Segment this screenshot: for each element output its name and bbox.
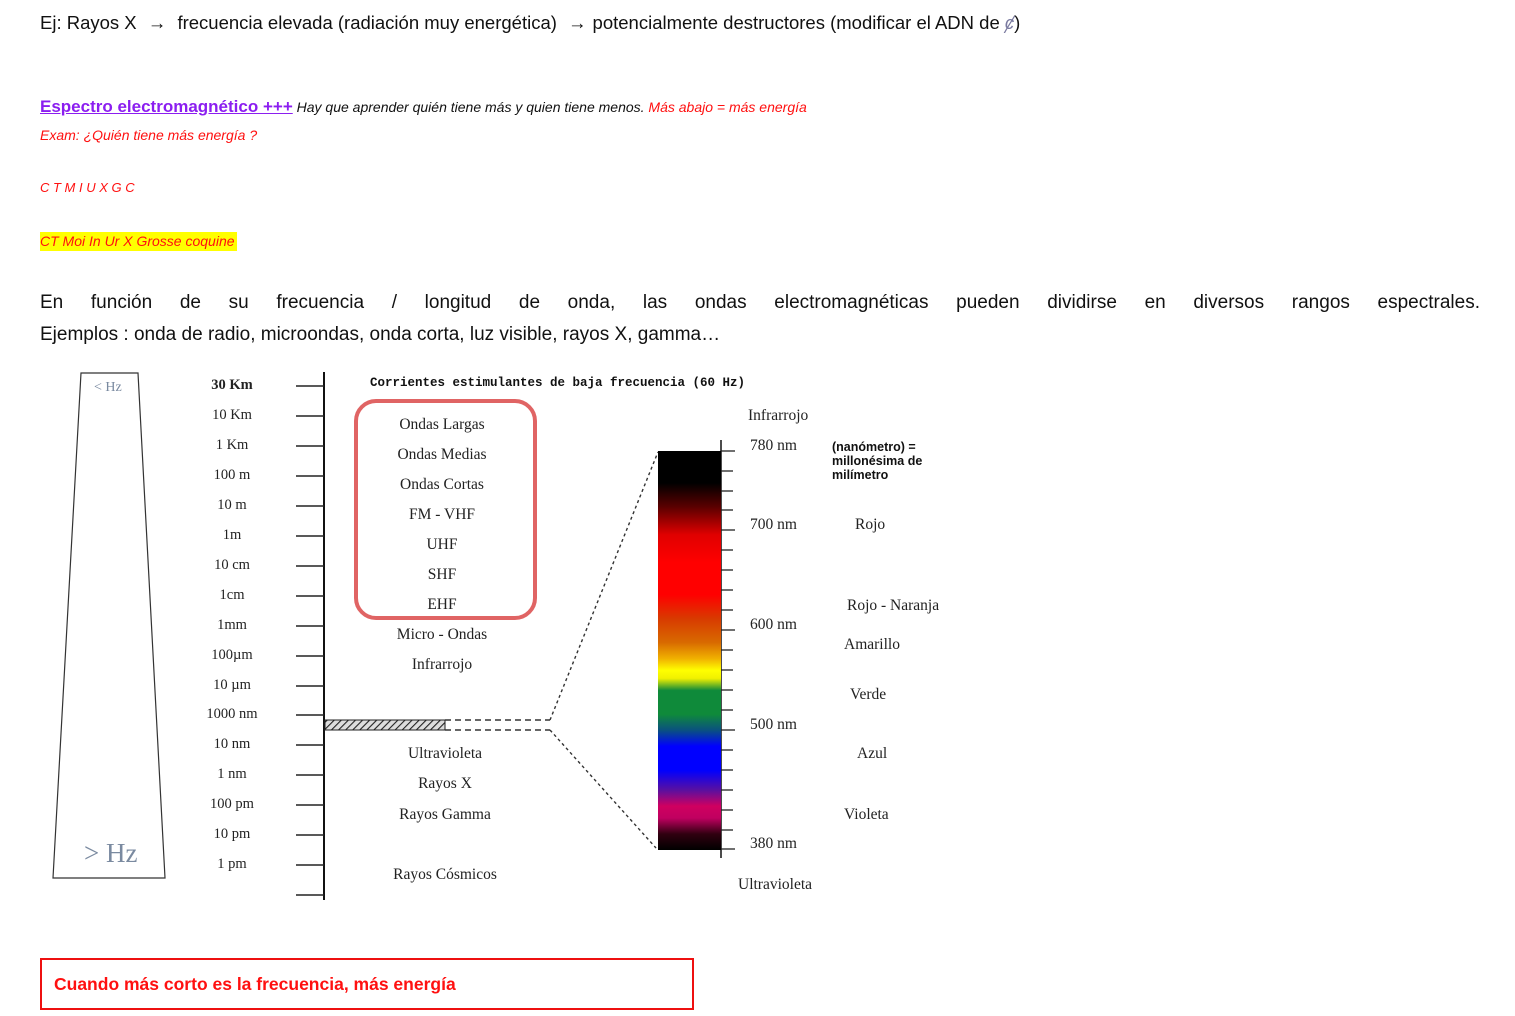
freq-high-label: > Hz xyxy=(84,838,138,868)
color-label: Rojo xyxy=(855,516,886,533)
color-label: Azul xyxy=(857,745,888,762)
nm-label: 380 nm xyxy=(750,835,797,852)
scale-label: 1 Km xyxy=(215,437,249,453)
heading-note: Hay que aprender quién tiene más y quien tiene menos. xyxy=(296,99,645,115)
arrow-icon: → xyxy=(568,12,587,33)
scale-label: 10 µm xyxy=(213,677,251,693)
scale-label: 10 Km xyxy=(212,407,252,423)
conclusion-text: Cuando más corto es la frecuencia, más energía xyxy=(54,974,456,994)
band-label: Ondas Cortas xyxy=(400,476,484,493)
visible-bottom-label: Ultravioleta xyxy=(738,876,813,893)
scale-label: 1m xyxy=(222,527,242,543)
nm-note-line: (nanómetro) = xyxy=(832,440,916,454)
color-label: Rojo - Naranja xyxy=(847,597,940,614)
scale-label: 1cm xyxy=(219,587,245,603)
visible-spectrum-bar xyxy=(658,451,721,850)
band-label: Ondas Medias xyxy=(397,446,487,463)
scale-label: 10 nm xyxy=(213,736,251,752)
acronym: C T M I U X G C xyxy=(40,180,135,195)
color-label: Amarillo xyxy=(844,636,900,653)
conclusion-box xyxy=(40,958,694,1010)
scale-label: 1000 nm xyxy=(206,706,258,722)
scale-label: 10 m xyxy=(217,497,247,513)
exam-question: Exam: ¿Quién tiene más energía ? xyxy=(40,127,258,143)
cell-symbol-icon: ȼ xyxy=(1004,12,1015,33)
band-label: Rayos Cósmicos xyxy=(393,866,497,883)
band-label: Micro - Ondas xyxy=(396,626,488,643)
band-label: UHF xyxy=(426,536,458,553)
scale-label: 100 pm xyxy=(210,796,254,812)
scale-label: 1mm xyxy=(217,617,247,633)
scale-label: 30 Km xyxy=(211,377,253,393)
scale-label: 10 pm xyxy=(213,826,251,842)
visible-top-label: Infrarrojo xyxy=(748,407,809,424)
band-label: Rayos Gamma xyxy=(399,806,491,823)
nm-label: 600 nm xyxy=(750,616,797,633)
mnemonic-highlight: CT Moi In Ur X Grosse coquine xyxy=(40,233,235,249)
color-label: Verde xyxy=(850,686,887,703)
band-label: SHF xyxy=(427,566,457,583)
scale-label: 1 nm xyxy=(217,766,247,782)
nanometer-note xyxy=(832,440,922,482)
nm-note-line: milímetro xyxy=(832,468,889,482)
nm-label: 780 nm xyxy=(750,437,797,454)
scale-label: 1 pm xyxy=(217,856,247,872)
spectrum-heading-link[interactable]: Espectro electromagnético +++ xyxy=(40,97,293,116)
freq-low-label: < Hz xyxy=(94,380,122,395)
band-label: Infrarrojo xyxy=(411,656,473,673)
band-label: Ondas Largas xyxy=(399,416,485,433)
paragraph-line-1: En función de su frecuencia / longitud de onda, las ondas electromagnéticas pueden dividirse en diversos rangos espectrales. xyxy=(40,292,1480,313)
band-label: Ultravioleta xyxy=(407,745,483,762)
band-label: Rayos X xyxy=(418,775,472,792)
nm-label: 500 nm xyxy=(750,716,797,733)
nm-note-line: millonésima de xyxy=(832,454,923,468)
band-label: EHF xyxy=(427,596,457,613)
intro-prefix: Ej: Rayos X xyxy=(40,12,137,33)
scale-label: 10 cm xyxy=(214,557,250,573)
scale-label: 100 m xyxy=(213,467,251,483)
intro-suffix: ) xyxy=(1014,12,1021,33)
arrow-icon: → xyxy=(147,12,167,33)
nm-label: 700 nm xyxy=(750,516,797,533)
band-label: FM - VHF xyxy=(408,506,476,523)
intro-part3: potencialmente destructores (modificar el ADN de xyxy=(592,12,1000,33)
paragraph-line-2: Ejemplos : onda de radio, microondas, onda corta, luz visible, rayos X, gamma… xyxy=(40,324,721,345)
diagram-title: Corrientes estimulantes de baja frecuencia (60 Hz) xyxy=(370,376,746,390)
heading-red-note: Más abajo = más energía xyxy=(648,99,807,115)
intro-part2: frecuencia elevada (radiación muy energética) xyxy=(177,12,557,33)
scale-label: 100µm xyxy=(211,647,253,663)
color-label: Violeta xyxy=(844,806,889,823)
